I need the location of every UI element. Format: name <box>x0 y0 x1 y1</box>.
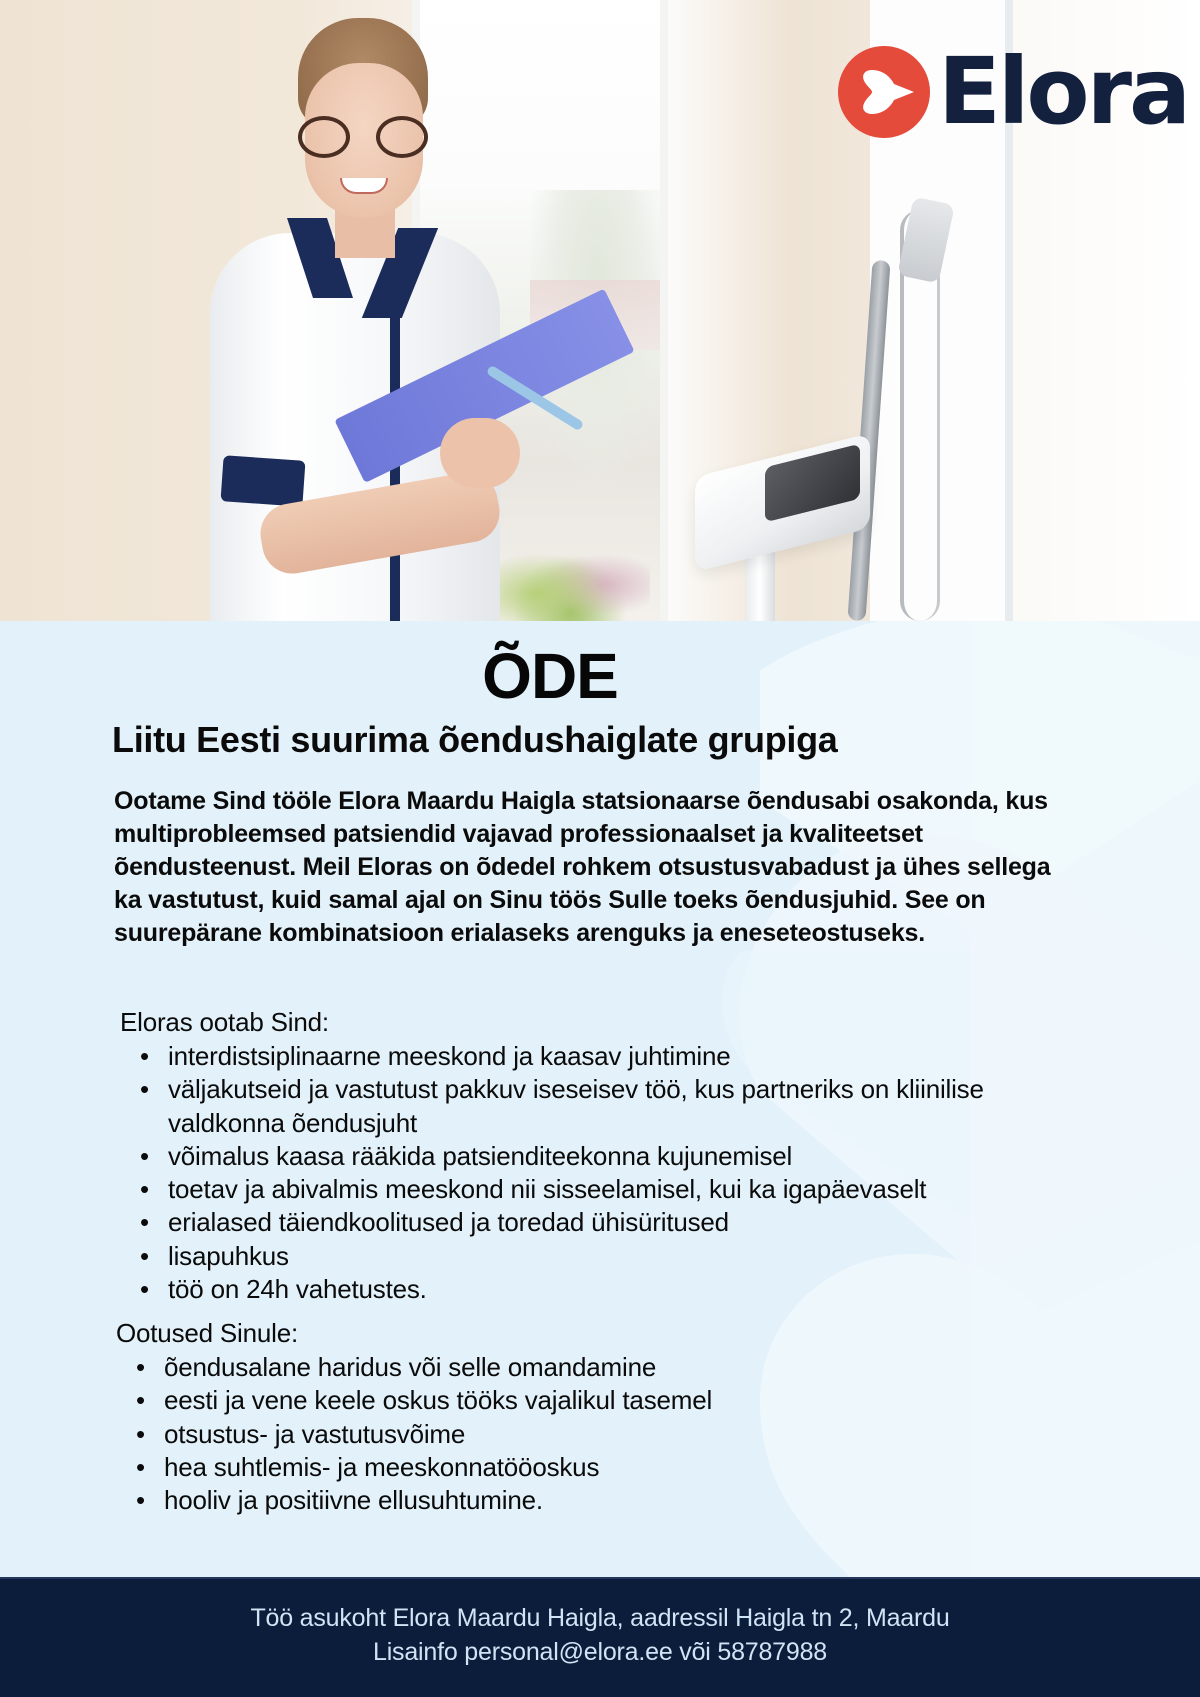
logo-wordmark: Elora <box>938 38 1189 145</box>
list-item: • hooliv ja positiivne ellusuhtumine. <box>134 1484 1034 1517</box>
benefits-heading: Eloras ootab Sind: <box>120 1007 329 1037</box>
list-item: • interdistsiplinaarne meeskond ja kaasav juhtimine <box>138 1040 1088 1073</box>
ecg-machine <box>695 433 870 572</box>
footer-location: Töö asukoht Elora Maardu Haigla, aadressil Haigla tn 2, Maardu <box>250 1604 950 1632</box>
requirements-heading: Ootused Sinule: <box>116 1318 299 1348</box>
benefits-list <box>138 1040 1088 1306</box>
list-item: • lisapuhkus <box>138 1240 1088 1273</box>
list-item: • otsustus- ja vastutusvõime <box>134 1418 1034 1451</box>
footer-contact: Lisainfo personal@elora.ee või 58787988 <box>372 1638 828 1666</box>
requirements-list <box>134 1351 1034 1517</box>
nurse-figure <box>200 18 700 621</box>
glasses <box>298 116 428 161</box>
list-item: • hea suhtlemis- ja meeskonnatööoskus <box>134 1451 1034 1484</box>
list-item: • väljakutseid ja vastutust pakkuv iseseisev töö, kus partneriks on kliinilise valdkonna õendusjuht <box>138 1073 1088 1140</box>
list-item: • eesti ja vene keele oskus tööks vajalikul tasemel <box>134 1384 1034 1417</box>
job-title: ÕDE <box>482 640 618 712</box>
list-item: • õendusalane haridus või selle omandamine <box>134 1351 1034 1384</box>
list-item: • erialased täiendkoolitused ja toredad ühisüritused <box>138 1206 1088 1239</box>
footer <box>0 1577 1200 1697</box>
job-posting-content <box>0 621 1200 1577</box>
list-item: • toetav ja abivalmis meeskond nii sisseelamisel, kui ka igapäevaselt <box>138 1173 1088 1206</box>
elora-logo <box>838 38 1189 145</box>
list-item: • võimalus kaasa rääkida patsienditeekonna kujunemisel <box>138 1140 1088 1173</box>
job-intro-paragraph: Ootame Sind tööle Elora Maardu Haigla statsionaarse õendusabi osakonda, kus multiprobleemsed patsiendid vajavad professionaalset ja kvaliteetset õendusteenust. Meil Eloras on õdedel rohkem otsustusvabadust ja ühes sellega ka vastutust, kuid samal ajal on Sinu töös Sulle toeks õendusjuhid. See on suurepärane kombinatsioon erialaseks arenguks ja eneseteostuseks. <box>114 787 1051 947</box>
list-item: • töö on 24h vahetustes. <box>138 1273 1088 1306</box>
job-subtitle: Liitu Eesti suurima õendushaiglate grupiga <box>112 719 838 760</box>
heart-arrow-icon <box>838 46 930 138</box>
hero-photo <box>0 0 1200 621</box>
